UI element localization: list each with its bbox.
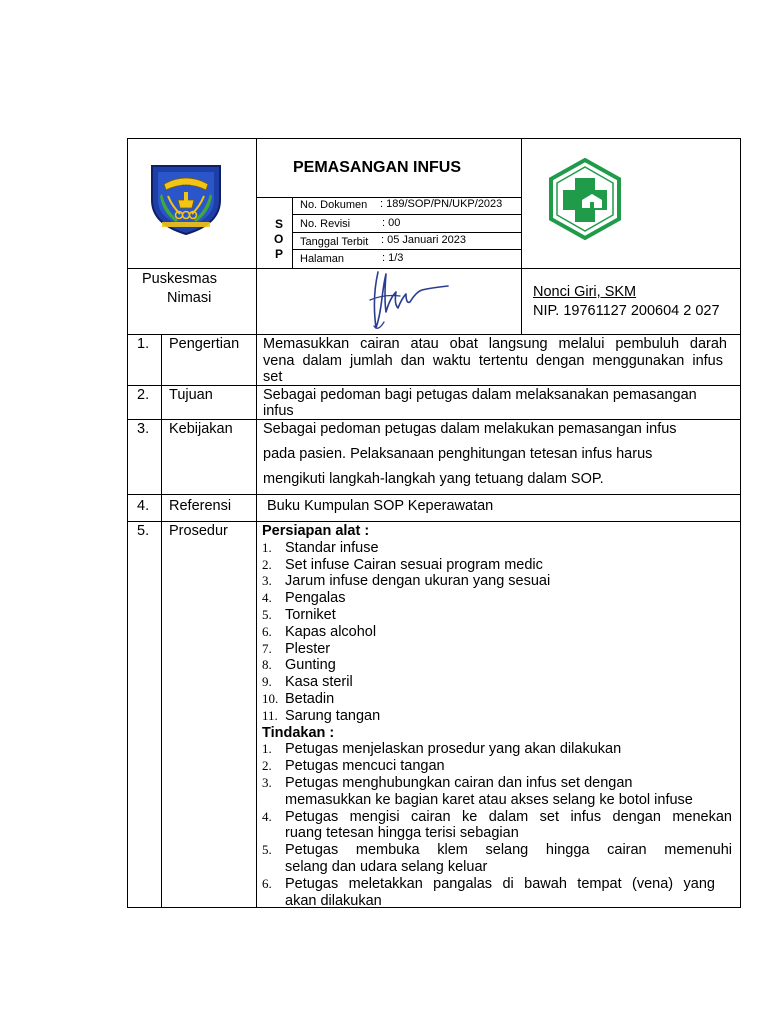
- list-item: 5. Petugas membuka klem selang hingga cairan memenuhi selang dan udara selang keluar: [262, 842, 732, 875]
- doc-number-label: No. Dokumen: [300, 199, 368, 211]
- list-item: 2. Petugas mencuci tangan: [262, 758, 445, 775]
- issue-date-value: : 05 Januari 2023: [381, 234, 467, 246]
- referensi-text: Buku Kumpulan SOP Keperawatan: [267, 498, 494, 514]
- alat-list: [262, 540, 732, 725]
- sop-letter-p: P: [275, 247, 284, 261]
- row-label-kebijakan: Kebijakan: [169, 421, 233, 437]
- list-item: 4. Pengalas: [262, 590, 346, 607]
- list-item: 6. Kapas alcohol: [262, 623, 377, 640]
- pengertian-line-1: Memasukkan cairan atau obat langsung melalui pembuluh darah: [263, 336, 727, 352]
- tindakan-heading: Tindakan :: [262, 724, 335, 741]
- row-number-5: 5.: [137, 523, 150, 539]
- sop-letter-o: O: [274, 232, 284, 246]
- row-label-pengertian: Pengertian: [169, 336, 240, 352]
- regency-crest-logo: [148, 160, 224, 236]
- institution-location: Nimasi: [167, 290, 212, 306]
- page-value: : 1/3: [382, 252, 404, 264]
- page-label: Halaman: [300, 253, 345, 265]
- row-label-prosedur: Prosedur: [169, 523, 228, 539]
- signature-mark: [360, 268, 455, 334]
- prosedur-content: [262, 523, 732, 909]
- list-item: 1. Petugas menjelaskan prosedur yang akan dilakukan: [262, 741, 622, 758]
- row-label-referensi: Referensi: [169, 498, 232, 514]
- revision-label: No. Revisi: [300, 218, 351, 230]
- doc-number-value: : 189/SOP/PN/UKP/2023: [380, 198, 503, 210]
- revision-value: : 00: [382, 217, 401, 229]
- row-number-2: 2.: [137, 387, 150, 403]
- list-item: 3. Jarum infuse dengan ukuran yang sesuai: [262, 573, 551, 590]
- row-number-4: 4.: [137, 498, 150, 514]
- puskesmas-logo: [548, 158, 622, 240]
- kebijakan-line-3: mengikuti langkah-langkah yang tetuang dalam SOP.: [263, 471, 604, 487]
- list-item: 10. Betadin: [262, 690, 335, 707]
- institution-name: Puskesmas: [142, 271, 217, 287]
- list-item: 4. Petugas mengisi cairan ke dalam set infus dengan menekan ruang tetesan hingga terisi sebagian: [262, 808, 732, 842]
- list-item: 5. Torniket: [262, 606, 336, 623]
- issue-date-label: Tanggal Terbit: [300, 236, 369, 248]
- kebijakan-line-2: pada pasien. Pelaksanaan penghitungan tetesan infus harus: [263, 446, 653, 462]
- list-item: 11. Sarung tangan: [262, 707, 381, 724]
- list-item: 9. Kasa steril: [262, 674, 353, 691]
- signer-name: Nonci Giri, SKM: [533, 284, 637, 300]
- sop-letter-s: S: [275, 217, 284, 231]
- tindakan-list: [262, 741, 732, 909]
- list-item: 3. Petugas menghubungkan cairan dan infus set dengan memasukkan ke bagian karet atau akses selang ke botol infuse: [262, 774, 693, 808]
- list-item: 6. Petugas meletakkan pangalas di bawah tempat (vena) yang akan dilakukan: [262, 875, 715, 909]
- list-item: 8. Gunting: [262, 657, 336, 674]
- row-number-3: 3.: [137, 421, 150, 437]
- list-item: 2. Set infuse Cairan sesuai program medic: [262, 556, 543, 573]
- tujuan-line-2: infus: [263, 403, 294, 419]
- kebijakan-line-1: Sebagai pedoman petugas dalam melakukan pemasangan infus: [263, 421, 677, 437]
- svg-text:• • •: • • •: [181, 183, 191, 189]
- tujuan-line-1: Sebagai pedoman bagi petugas dalam melaksanakan pemasangan: [263, 387, 697, 403]
- row-label-tujuan: Tujuan: [169, 387, 213, 403]
- pengertian-line-3: set: [263, 369, 283, 385]
- document-title: PEMASANGAN INFUS: [293, 159, 462, 176]
- signer-nip: NIP. 19761127 200604 2 027: [533, 303, 720, 319]
- list-item: 7. Plester: [262, 640, 331, 657]
- pengertian-line-2: vena dalam jumlah dan waktu tertentu dengan menggunakan infus: [263, 353, 723, 369]
- row-number-1: 1.: [137, 336, 150, 352]
- list-item: 1. Standar infuse: [262, 539, 379, 556]
- alat-heading: Persiapan alat :: [262, 523, 370, 539]
